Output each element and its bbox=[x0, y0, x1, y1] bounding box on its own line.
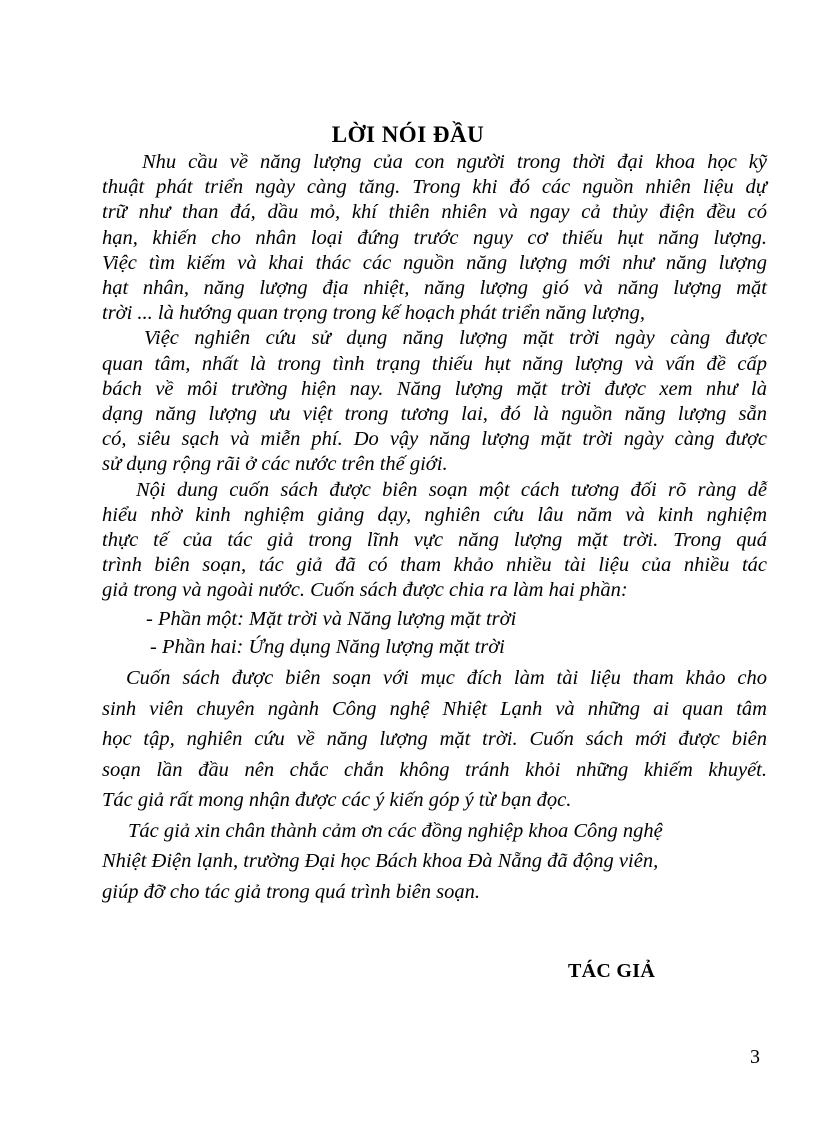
text-line: thuật phát triển ngày càng tăng. Trong khi đó các nguồn nhiên liệu dự bbox=[102, 176, 767, 199]
list-item: - Phần một: Mặt trời và Năng lượng mặt trời bbox=[146, 607, 517, 630]
text-line: bách về môi trường hiện nay. Năng lượng mặt trời được xem như là bbox=[102, 377, 767, 400]
text-line: quan tâm, nhất là trong tình trạng thiếu hụt năng lượng và vấn đề cấp bbox=[102, 352, 767, 375]
text-line: Việc nghiên cứu sử dụng năng lượng mặt trời ngày càng được bbox=[144, 327, 767, 350]
list-item: - Phần hai: Ứng dụng Năng lượng mặt trời bbox=[150, 635, 505, 658]
text-line: giúp đỡ cho tác giả trong quá trình biên soạn. bbox=[102, 880, 481, 903]
paragraph-1 bbox=[102, 150, 767, 326]
text-line: học tập, nghiên cứu về năng lượng mặt trời. Cuốn sách mới được biên bbox=[102, 728, 767, 751]
author-signature: TÁC GIẢ bbox=[568, 960, 656, 982]
text-line: trình biên soạn, tác giả đã có tham khảo nhiều tài liệu của nhiều tác bbox=[102, 554, 767, 577]
text-line: Việc tìm kiếm và khai thác các nguồn năng lượng mới như năng lượng bbox=[102, 251, 767, 274]
text-line: Nội dung cuốn sách được biên soạn một cách tương đối rõ ràng dễ bbox=[136, 478, 767, 501]
text-line: sử dụng rộng rãi ở các nước trên thế giới. bbox=[102, 453, 448, 476]
preface-body bbox=[102, 150, 767, 907]
text-line: giả trong và ngoài nước. Cuốn sách được chia ra làm hai phần: bbox=[102, 579, 628, 602]
page-number: 3 bbox=[750, 1046, 760, 1068]
text-line: Nhiệt Điện lạnh, trường Đại học Bách khoa Đà Nẵng đã động viên, bbox=[102, 850, 659, 873]
page-title: LỜI NÓI ĐẦU bbox=[331, 122, 485, 147]
parts-list bbox=[102, 607, 767, 660]
text-line: sinh viên chuyên ngành Công nghệ Nhiệt Lạnh và những ai quan tâm bbox=[102, 697, 767, 720]
text-line: soạn lần đầu nên chắc chắn không tránh khỏi những khiếm khuyết. bbox=[102, 758, 767, 781]
text-line: dạng năng lượng ưu việt trong tương lai, đó là nguồn năng lượng sẵn bbox=[102, 403, 767, 426]
text-line: hạn, khiến cho nhân loại đứng trước nguy cơ thiếu hụt năng lượng. bbox=[102, 226, 767, 249]
text-line: Cuốn sách được biên soạn với mục đích làm tài liệu tham khảo cho bbox=[126, 667, 767, 690]
text-line: Tác giả rất mong nhận được các ý kiến góp ý từ bạn đọc. bbox=[102, 789, 572, 812]
paragraph-5 bbox=[102, 816, 767, 908]
text-line: trời ... là hướng quan trọng trong kế hoạch phát triển năng lượng, bbox=[102, 302, 645, 325]
text-line: Nhu cầu về năng lượng của con người trong thời đại khoa học kỹ bbox=[142, 151, 767, 173]
paragraph-2 bbox=[102, 326, 767, 477]
text-line: có, siêu sạch và miễn phí. Do vậy năng lượng mặt trời ngày càng được bbox=[102, 428, 767, 451]
text-line: thực tế của tác giả trong lĩnh vực năng lượng mặt trời. Trong quá bbox=[102, 529, 767, 552]
paragraph-3 bbox=[102, 478, 767, 604]
text-line: trữ như than đá, dầu mỏ, khí thiên nhiên và ngay cả thủy điện đều có bbox=[102, 201, 767, 224]
paragraph-4 bbox=[102, 663, 767, 816]
text-line: Tác giả xin chân thành cảm ơn các đồng nghiệp khoa Công nghệ bbox=[128, 819, 663, 842]
text-line: hạt nhân, năng lượng địa nhiệt, năng lượng gió và năng lượng mặt bbox=[102, 277, 767, 300]
text-line: hiểu nhờ kinh nghiệm giảng dạy, nghiên cứu lâu năm và kinh nghiệm bbox=[102, 503, 767, 526]
